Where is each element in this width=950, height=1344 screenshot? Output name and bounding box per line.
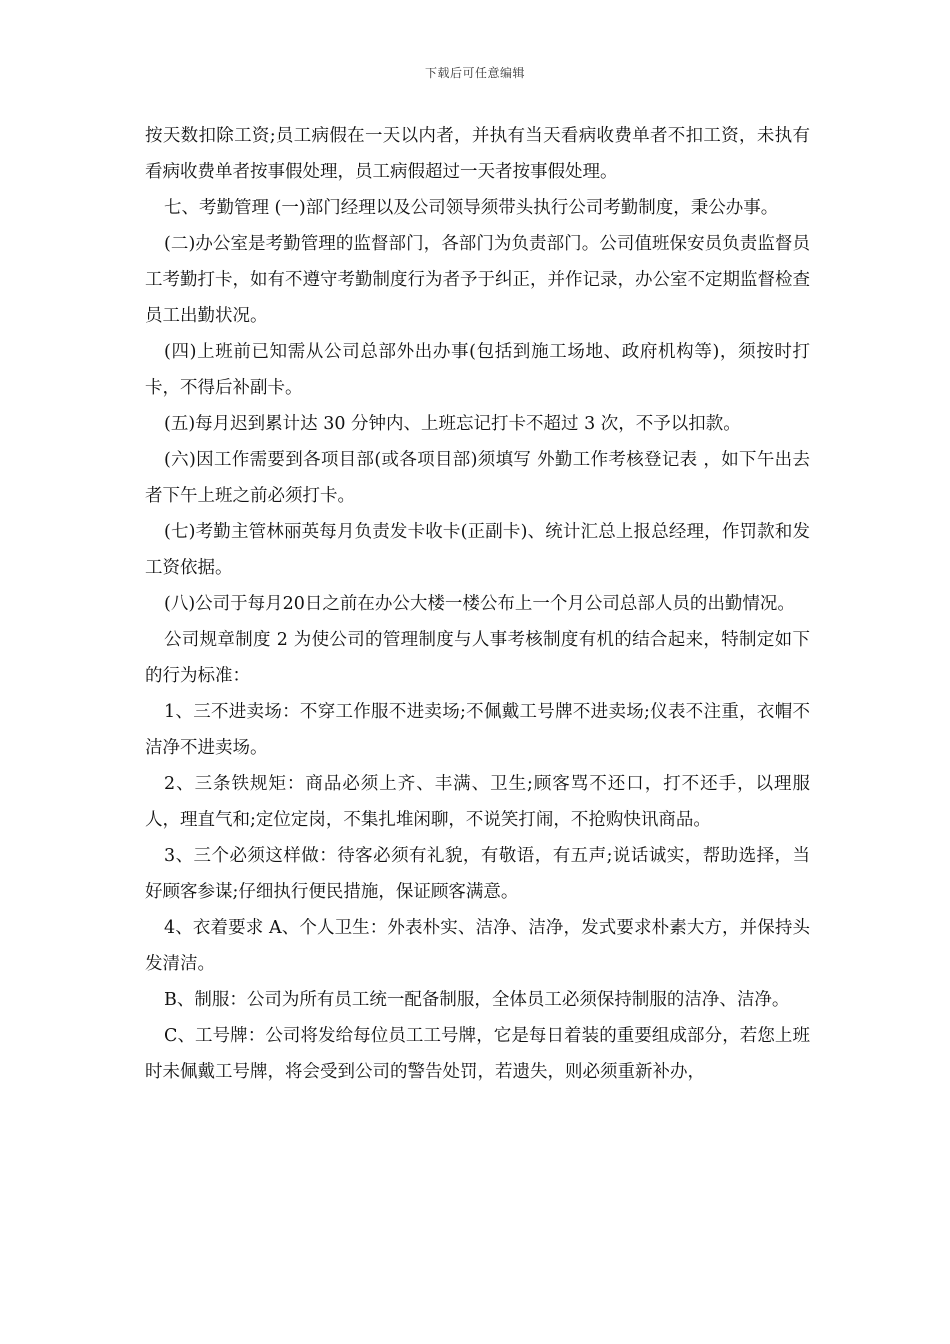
paragraph: (八)公司于每月20日之前在办公大楼一楼公布上一个月公司总部人员的出勤情况。 (164, 594, 795, 614)
paragraph: 公司规章制度 2 为使公司的管理制度与人事考核制度有机的结合起来，特制定如下的行为标准： (145, 630, 810, 686)
paragraph: (四)上班前已知需从公司总部外出办事(包括到施工场地、政府机构等)，须按时打卡，不得后补副卡。 (145, 342, 810, 398)
document-body (145, 118, 810, 1090)
paragraph: 2、三条铁规矩：商品必须上齐、丰满、卫生;顾客骂不还口，打不还手，以理服人，理直气和;定位定岗，不集扎堆闲聊，不说笑打闹，不抢购快讯商品。 (145, 774, 810, 830)
paragraph: C、工号牌：公司将发给每位员工工号牌，它是每日着装的重要组成部分，若您上班时未佩戴工号牌，将会受到公司的警告处罚，若遗失，则必须重新补办， (145, 1026, 810, 1082)
paragraph: (五)每月迟到累计达 30 分钟内、上班忘记打卡不超过 3 次，不予以扣款。 (164, 414, 741, 434)
paragraph: 4、衣着要求 A、个人卫生：外表朴实、洁净、洁净，发式要求朴素大方，并保持头发清洁。 (145, 918, 810, 974)
paragraph: (六)因工作需要到各项目部(或各项目部)须填写 外勤工作考核登记表 ，如下午出去者下午上班之前必须打卡。 (145, 450, 810, 506)
paragraph: 3、三个必须这样做：待客必须有礼貌，有敬语，有五声;说话诚实，帮助选择，当好顾客参谋;仔细执行便民措施，保证顾客满意。 (145, 846, 810, 902)
paragraph: B、制服：公司为所有员工统一配备制服，全体员工必须保持制服的洁净、洁净。 (164, 990, 790, 1010)
page-header-note: 下载后可任意编辑 (424, 66, 525, 80)
paragraph: 七、考勤管理 (一)部门经理以及公司领导须带头执行公司考勤制度，秉公办事。 (164, 198, 779, 218)
paragraph: (七)考勤主管林丽英每月负责发卡收卡(正副卡)、统计汇总上报总经理，作罚款和发工资依据。 (145, 522, 810, 578)
paragraph: 1、三不进卖场：不穿工作服不进卖场;不佩戴工号牌不进卖场;仪表不注重，衣帽不洁净不进卖场。 (145, 702, 810, 758)
paragraph: (二)办公室是考勤管理的监督部门，各部门为负责部门。公司值班保安员负责监督员工考勤打卡，如有不遵守考勤制度行为者予于纠正，并作记录，办公室不定期监督检查员工出勤状况。 (145, 234, 810, 326)
paragraph: 按天数扣除工资;员工病假在一天以内者，并执有当天看病收费单者不扣工资，未执有看病收费单者按事假处理，员工病假超过一天者按事假处理。 (145, 126, 810, 182)
